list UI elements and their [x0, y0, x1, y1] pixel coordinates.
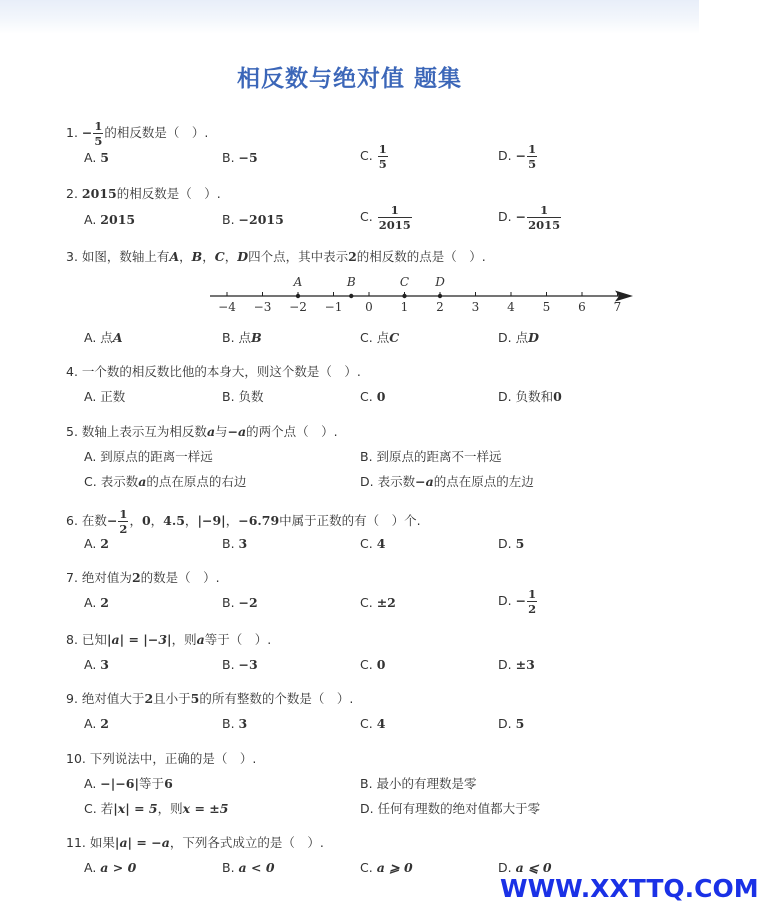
question-2: 2. 2015的相反数是（ ）. [66, 186, 221, 201]
question-1: 1. − $\frac{1}{5}$ 的相反数是（ ）. [66, 119, 209, 148]
tick-label: 3 [471, 300, 480, 314]
option-b[interactable]: B. 3 [222, 716, 248, 731]
option-c[interactable]: C. 表示数a的点在原点的右边 [84, 474, 247, 489]
point-b [349, 294, 353, 298]
question-11: 11. 如果|a| = −a，下列各式成立的是（ ）. [66, 835, 324, 850]
option-a[interactable]: A. 2 [84, 536, 109, 551]
point-label-a: A [293, 275, 303, 289]
option-b[interactable]: B. −2015 [222, 212, 284, 227]
option-a[interactable]: A. −|−6|等于6 [84, 776, 173, 791]
option-d[interactable]: D. − $\frac{1}{5}$ [498, 142, 537, 171]
tick-label: 4 [507, 300, 515, 314]
option-a[interactable]: A. 2015 [84, 212, 136, 227]
tick-label: 7 [613, 300, 622, 314]
option-c[interactable]: C. $\frac{1}{2015}$ [360, 203, 411, 232]
option-a[interactable]: A. 到原点的距离一样远 [84, 449, 213, 464]
option-d[interactable]: D. − $\frac{1}{2015}$ [498, 203, 561, 232]
question-4: 4. 一个数的相反数比他的本身大，则这个数是（ ）. [66, 364, 361, 379]
fraction: $\frac{1}{5}$ [94, 119, 103, 148]
option-a[interactable]: A. 3 [84, 657, 109, 672]
option-b[interactable]: B. 到原点的距离不一样远 [360, 449, 502, 464]
question-10: 10. 下列说法中，正确的是（ ）. [66, 751, 257, 766]
tick-label: 0 [365, 300, 373, 314]
option-b[interactable]: B. 3 [222, 536, 248, 551]
option-d[interactable]: D. ±3 [498, 657, 535, 672]
header-band [0, 0, 699, 34]
tick-label: −2 [289, 300, 307, 314]
option-d[interactable]: D. 5 [498, 716, 525, 731]
option-d[interactable]: D. 任何有理数的绝对值都大于零 [360, 801, 541, 816]
option-c[interactable]: C. 4 [360, 536, 386, 551]
option-d[interactable]: D. − $\frac{1}{2}$ [498, 587, 537, 616]
option-d[interactable]: D. a ⩽ 0 [498, 860, 552, 875]
number-line [205, 272, 635, 316]
option-a[interactable]: A. 2 [84, 595, 109, 610]
point-label-d: D [435, 275, 445, 289]
question-6: 6. 在数− $\frac{1}{2}$ ，0，4.5，|−9|，−6.79中属于正数的有（ ）个. [66, 507, 421, 536]
option-d[interactable]: D. 5 [498, 536, 525, 551]
point-c [402, 294, 406, 298]
option-d[interactable]: D. 点D [498, 330, 539, 345]
option-c[interactable]: C. a ⩾ 0 [360, 860, 413, 875]
point-label-c: C [399, 275, 410, 289]
option-a[interactable]: A. a > 0 [84, 860, 137, 875]
option-c[interactable]: C. 4 [360, 716, 386, 731]
option-a[interactable]: A. 正数 [84, 389, 126, 404]
tick-label: −4 [218, 300, 236, 314]
point-label-b: B [346, 275, 356, 289]
option-b[interactable]: B. −2 [222, 595, 258, 610]
question-9: 9. 绝对值大于2且小于5的所有整数的个数是（ ）. [66, 691, 354, 706]
tick-label: 5 [542, 300, 551, 314]
option-a[interactable]: A. 2 [84, 716, 109, 731]
option-b[interactable]: B. a < 0 [222, 860, 275, 875]
tick-label: 2 [436, 300, 444, 314]
option-b[interactable]: B. −3 [222, 657, 258, 672]
watermark-logo: WWW.XXTTQ.COM [500, 874, 759, 903]
tick-label: 1 [400, 300, 409, 314]
option-d[interactable]: D. 负数和0 [498, 389, 562, 404]
option-b[interactable]: B. 负数 [222, 389, 264, 404]
option-c[interactable]: C. 若|x| = 5，则x = ±5 [84, 801, 229, 816]
point-a [296, 294, 300, 298]
tick-label: −3 [253, 300, 272, 314]
point-d [438, 294, 442, 298]
page-title: 相反数与绝对值 题集 [236, 66, 462, 92]
question-7: 7. 绝对值为2的数是（ ）. [66, 570, 220, 585]
question-8: 8. 已知|a| = |−3|，则a等于（ ）. [66, 632, 272, 647]
option-b[interactable]: B. −5 [222, 150, 258, 165]
option-c[interactable]: C. 0 [360, 389, 386, 404]
option-a[interactable]: A. 点A [84, 330, 123, 345]
option-b[interactable]: B. 点B [222, 330, 262, 345]
question-3: 3. 如图，数轴上有A，B，C，D四个点，其中表示2的相反数的点是（ ）. [66, 249, 486, 264]
option-a[interactable]: A. 5 [84, 150, 109, 165]
question-5: 5. 数轴上表示互为相反数a与−a的两个点（ ）. [66, 424, 338, 439]
option-c[interactable]: C. 0 [360, 657, 386, 672]
tick-label: 6 [578, 300, 586, 314]
option-c[interactable]: C. $\frac{1}{5}$ [360, 142, 387, 171]
option-c[interactable]: C. 点C [360, 330, 400, 345]
tick-label: −1 [324, 300, 343, 314]
option-c[interactable]: C. ±2 [360, 595, 396, 610]
option-b[interactable]: B. 最小的有理数是零 [360, 776, 477, 791]
option-d[interactable]: D. 表示数−a的点在原点的左边 [360, 474, 534, 489]
